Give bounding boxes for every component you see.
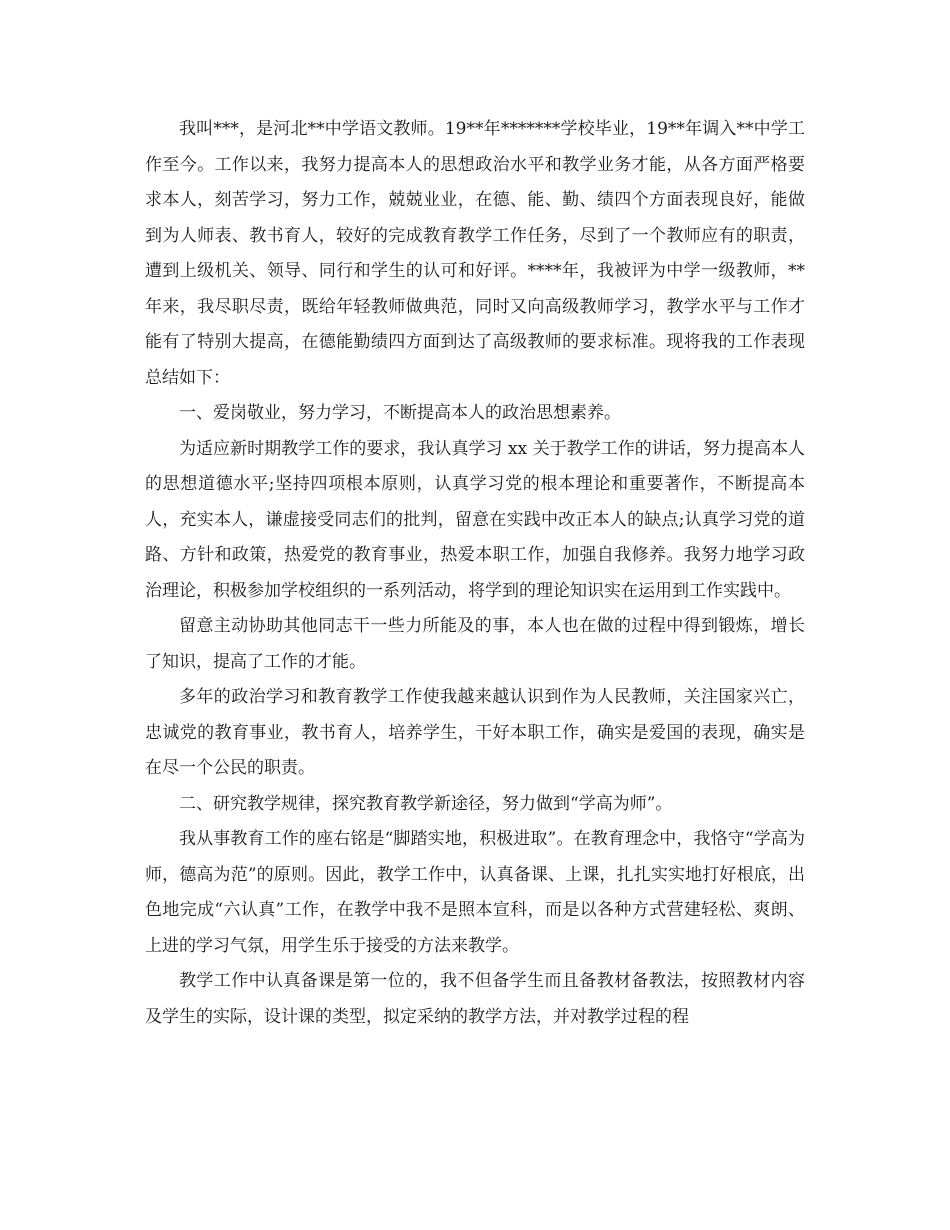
body-paragraph: 留意主动协助其他同志干一些力所能及的事，本人也在做的过程中得到锻炼，增长了知识，提高了工作的才能。 — [145, 616, 805, 672]
section-heading-2: 二、研究教学规律，探究教育教学新途径，努力做到“学高为师”。 — [179, 793, 673, 814]
body-paragraph: 多年的政治学习和教育教学工作使我越来越认识到作为人民教师，关注国家兴亡，忠诚党的教育事业，教书育人，培养学生，干好本职工作，确实是爱国的表现，确实是在尽一个公民的职责。 — [145, 687, 805, 778]
document-body — [145, 112, 805, 1035]
section-heading-1: 一、爱岗敬业，努力学习，不断提高本人的政治思想素养。 — [179, 403, 621, 423]
body-paragraph: 教学工作中认真备课是第一位的，我不但备学生而且备教材备教法，按照教材内容及学生的实际，设计课的类型，拟定采纳的教学方法，并对教学过程的程 — [145, 971, 805, 1027]
body-paragraph: 为适应新时期教学工作的要求，我认真学习 xx 关于教学工作的讲话，努力提高本人的思想道德水平;坚持四项根本原则，认真学习党的根本理论和重要著作，不断提高本人，充实本人，谦虚接受同志们的批判，留意在实践中改正本人的缺点;认真学习党的道路、方针和政策，热爱党的教育事业，热爱本职工作，加强自我修养。我努力地学习政治理论，积极参加学校组织的一系列活动，将学到的理论知识实在运用到工作实践中。 — [145, 438, 805, 601]
intro-paragraph: 我叫***，是河北**中学语文教师。19**年*******学校毕业，19**年调入**中学工作至今。工作以来，我努力提高本人的思想政治水平和教学业务才能，从各方面严格要求本人，刻苦学习，努力工作，兢兢业业，在德、能、勤、绩四个方面表现良好，能做到为人师表、教书育人，较好的完成教育教学工作任务，尽到了一个教师应有的职责，遭到上级机关、领导、同行和学生的认可和好评。****年，我被评为中学一级教师，**年来，我尽职尽责，既给年轻教师做典范，同时又向高级教师学习，教学水平与工作才能有了特别大提高，在德能勤绩四方面到达了高级教师的要求标准。现将我的工作表现总结如下： — [145, 119, 805, 388]
body-paragraph: 我从事教育工作的座右铭是“脚踏实地，积极进取”。在教育理念中，我恪守“学高为师，德高为范”的原则。因此，教学工作中，认真备课、上课，扎扎实实地打好根底，出色地完成“六认真”工作，在教学中我不是照本宣科，而是以各种方式营建轻松、爽朗、上进的学习气氛，用学生乐于接受的方法来教学。 — [145, 829, 805, 956]
